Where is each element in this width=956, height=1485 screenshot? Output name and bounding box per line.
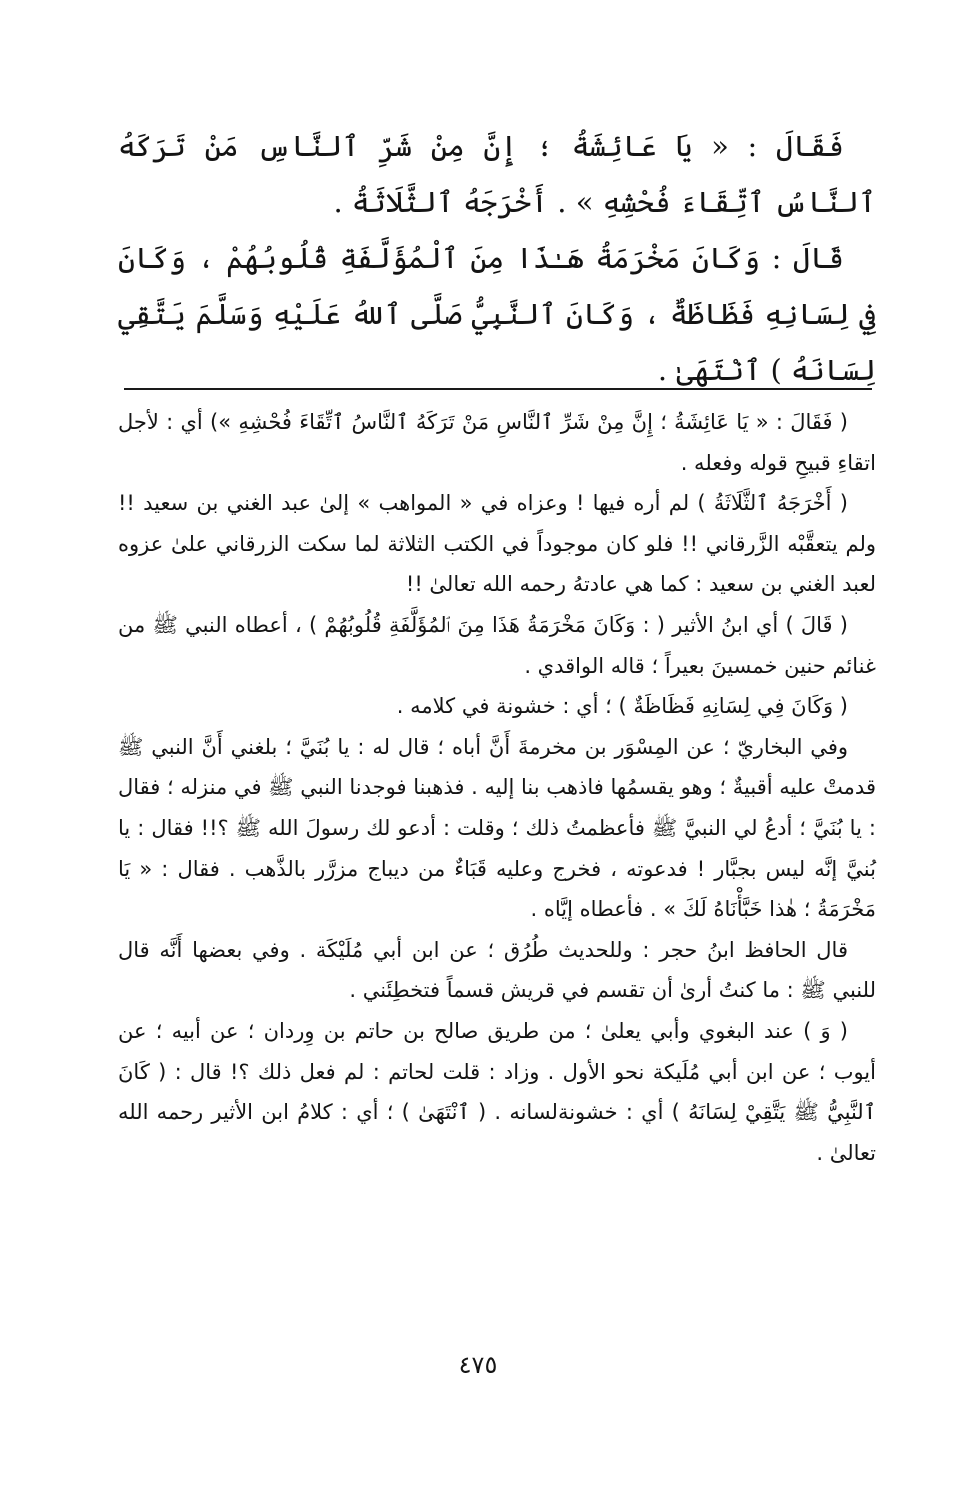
commentary-paragraph-7: ( وَ ) عند البغوي وأبي يعلىٰ ؛ من طريق صالح بن حاتم بن وِردان ؛ عن أبيه ؛ عن أيوب ؛ عن ابن أبي مُلَيكة نحو الأول . وزاد : قلت لحاتم : لم فعل ذلك ؟! قال : ( كَانَ ٱلنَّبِيُّ ﷺ يَتَّقِيْ لِسَانَهُ ) أي : خشونةلسانه . ( ٱنْتَهَىٰ ) ؛ أي : كلامُ ابن الأثير رحمه الله تعالىٰ .	[118, 1018, 876, 1165]
commentary-paragraph-1: ( فَقَالَ : « يَا عَائِشَةُ ؛ إِنَّ مِنْ شَرِّ ٱلنَّاسِ مَنْ تَرَكَهُ ٱلنَّاسُ ٱتِّقَاءَ فُحْشِهِ ») أي : لأجل اتقاءِ قبيحِ قوله وفعله .	[118, 410, 876, 475]
footnote-divider	[124, 388, 872, 390]
main-text-block	[118, 118, 876, 398]
main-paragraph-1: فَقَالَ : « يَا عَائِشَةُ ؛ إِنَّ مِنْ شَرِّ ٱلنَّاسِ مَنْ تَرَكَهُ ٱلنَّاسُ ٱتِّقَاءَ فُحْشِهِ » . أَخْرَجَهُ ٱلثَّلَاثَةُ .	[118, 129, 876, 219]
main-paragraph-2: قَالَ : وَكَانَ مَخْرَمَةُ هَـٰذَا مِنَ ٱلْمُؤَلَّفَةِ قُلُوبُهُمْ ، وَكَانَ فِي لِسَانِهِ فَظَاظَةٌ ، وَكَانَ ٱلنَّبِيُّ صَلَّى ٱللهُ عَلَيْهِ وَسَلَّمَ يَتَّقِي لِسَانَهُ ) ٱنْتَهَىٰ .	[118, 241, 876, 387]
commentary-paragraph-2: ( أَخْرَجَهُ ٱلثَّلَاثَةُ ) لم أره فيها ! وعزاه في « المواهب » إلىٰ عبد الغني بن سعيد !! ولم يتعقَّبْه الزَّرقاني !! فلو كان موجوداً في الكتب الثلاثة لما سكت الزرقاني علىٰ عزوه لعبد الغني بن سعيد : كما هي عادتهُ رحمه الله تعالىٰ !!	[118, 491, 876, 597]
commentary-paragraph-3: ( قَالَ ) أي ابنُ الأثير ( : وَكَانَ مَخْرَمَةُ هَذَا مِنَ ٱلمُؤَلَّفَةِ قُلُوبُهُمْ ) ، أعطاه النبي ﷺ من غنائم حنين خمسينَ بعيراً ؛ قاله الواقدي .	[118, 612, 876, 678]
commentary-block	[118, 402, 876, 1173]
commentary-paragraph-5: وفي البخاريّ ؛ عن المِسْوَر بن مخرمةَ أَنَّ أباه ؛ قال له : يا بُنَيَّ ؛ بلغني أَنَّ النبي ﷺ قدمتْ عليه أقبيةٌ ؛ وهو يقسمُها فاذهب بنا إليه . فذهبنا فوجدنا النبي ﷺ في منزله ؛ فقال : يا بُنَيَّ ؛ أدعُ لي النبيَّ ﷺ فأعظمتُ ذلك ؛ وقلت : أدعو لك رسولَ الله ﷺ ؟!! فقال : يا بُنيَّ إنَّه ليس بجبَّار ! فدعوته ، فخرج وعليه قَبَاءٌ من ديباج مزرَّر بالذَّهب . فقال : « يَا مَخْرَمَةُ ؛ هٰذا خَبَّأْنَاهُ لَكَ » . فأعطاه إيَّاه .	[118, 734, 876, 922]
commentary-paragraph-6: قال الحافظ ابنُ حجر : وللحديث طُرُق ؛ عن ابن أبي مُلَيْكَة . وفي بعضها أَنَّه قال للنبي ﷺ : ما كنتُ أرىٰ أن تقسم في قريش قسماً فتخطِئَني .	[118, 937, 876, 1003]
page-number: ٤٧٥	[458, 1351, 498, 1379]
commentary-paragraph-4: ( وَكَانَ فِي لِسَانِهِ فَظَاظَةٌ ) ؛ أي : خشونة في كلامه .	[396, 694, 848, 719]
